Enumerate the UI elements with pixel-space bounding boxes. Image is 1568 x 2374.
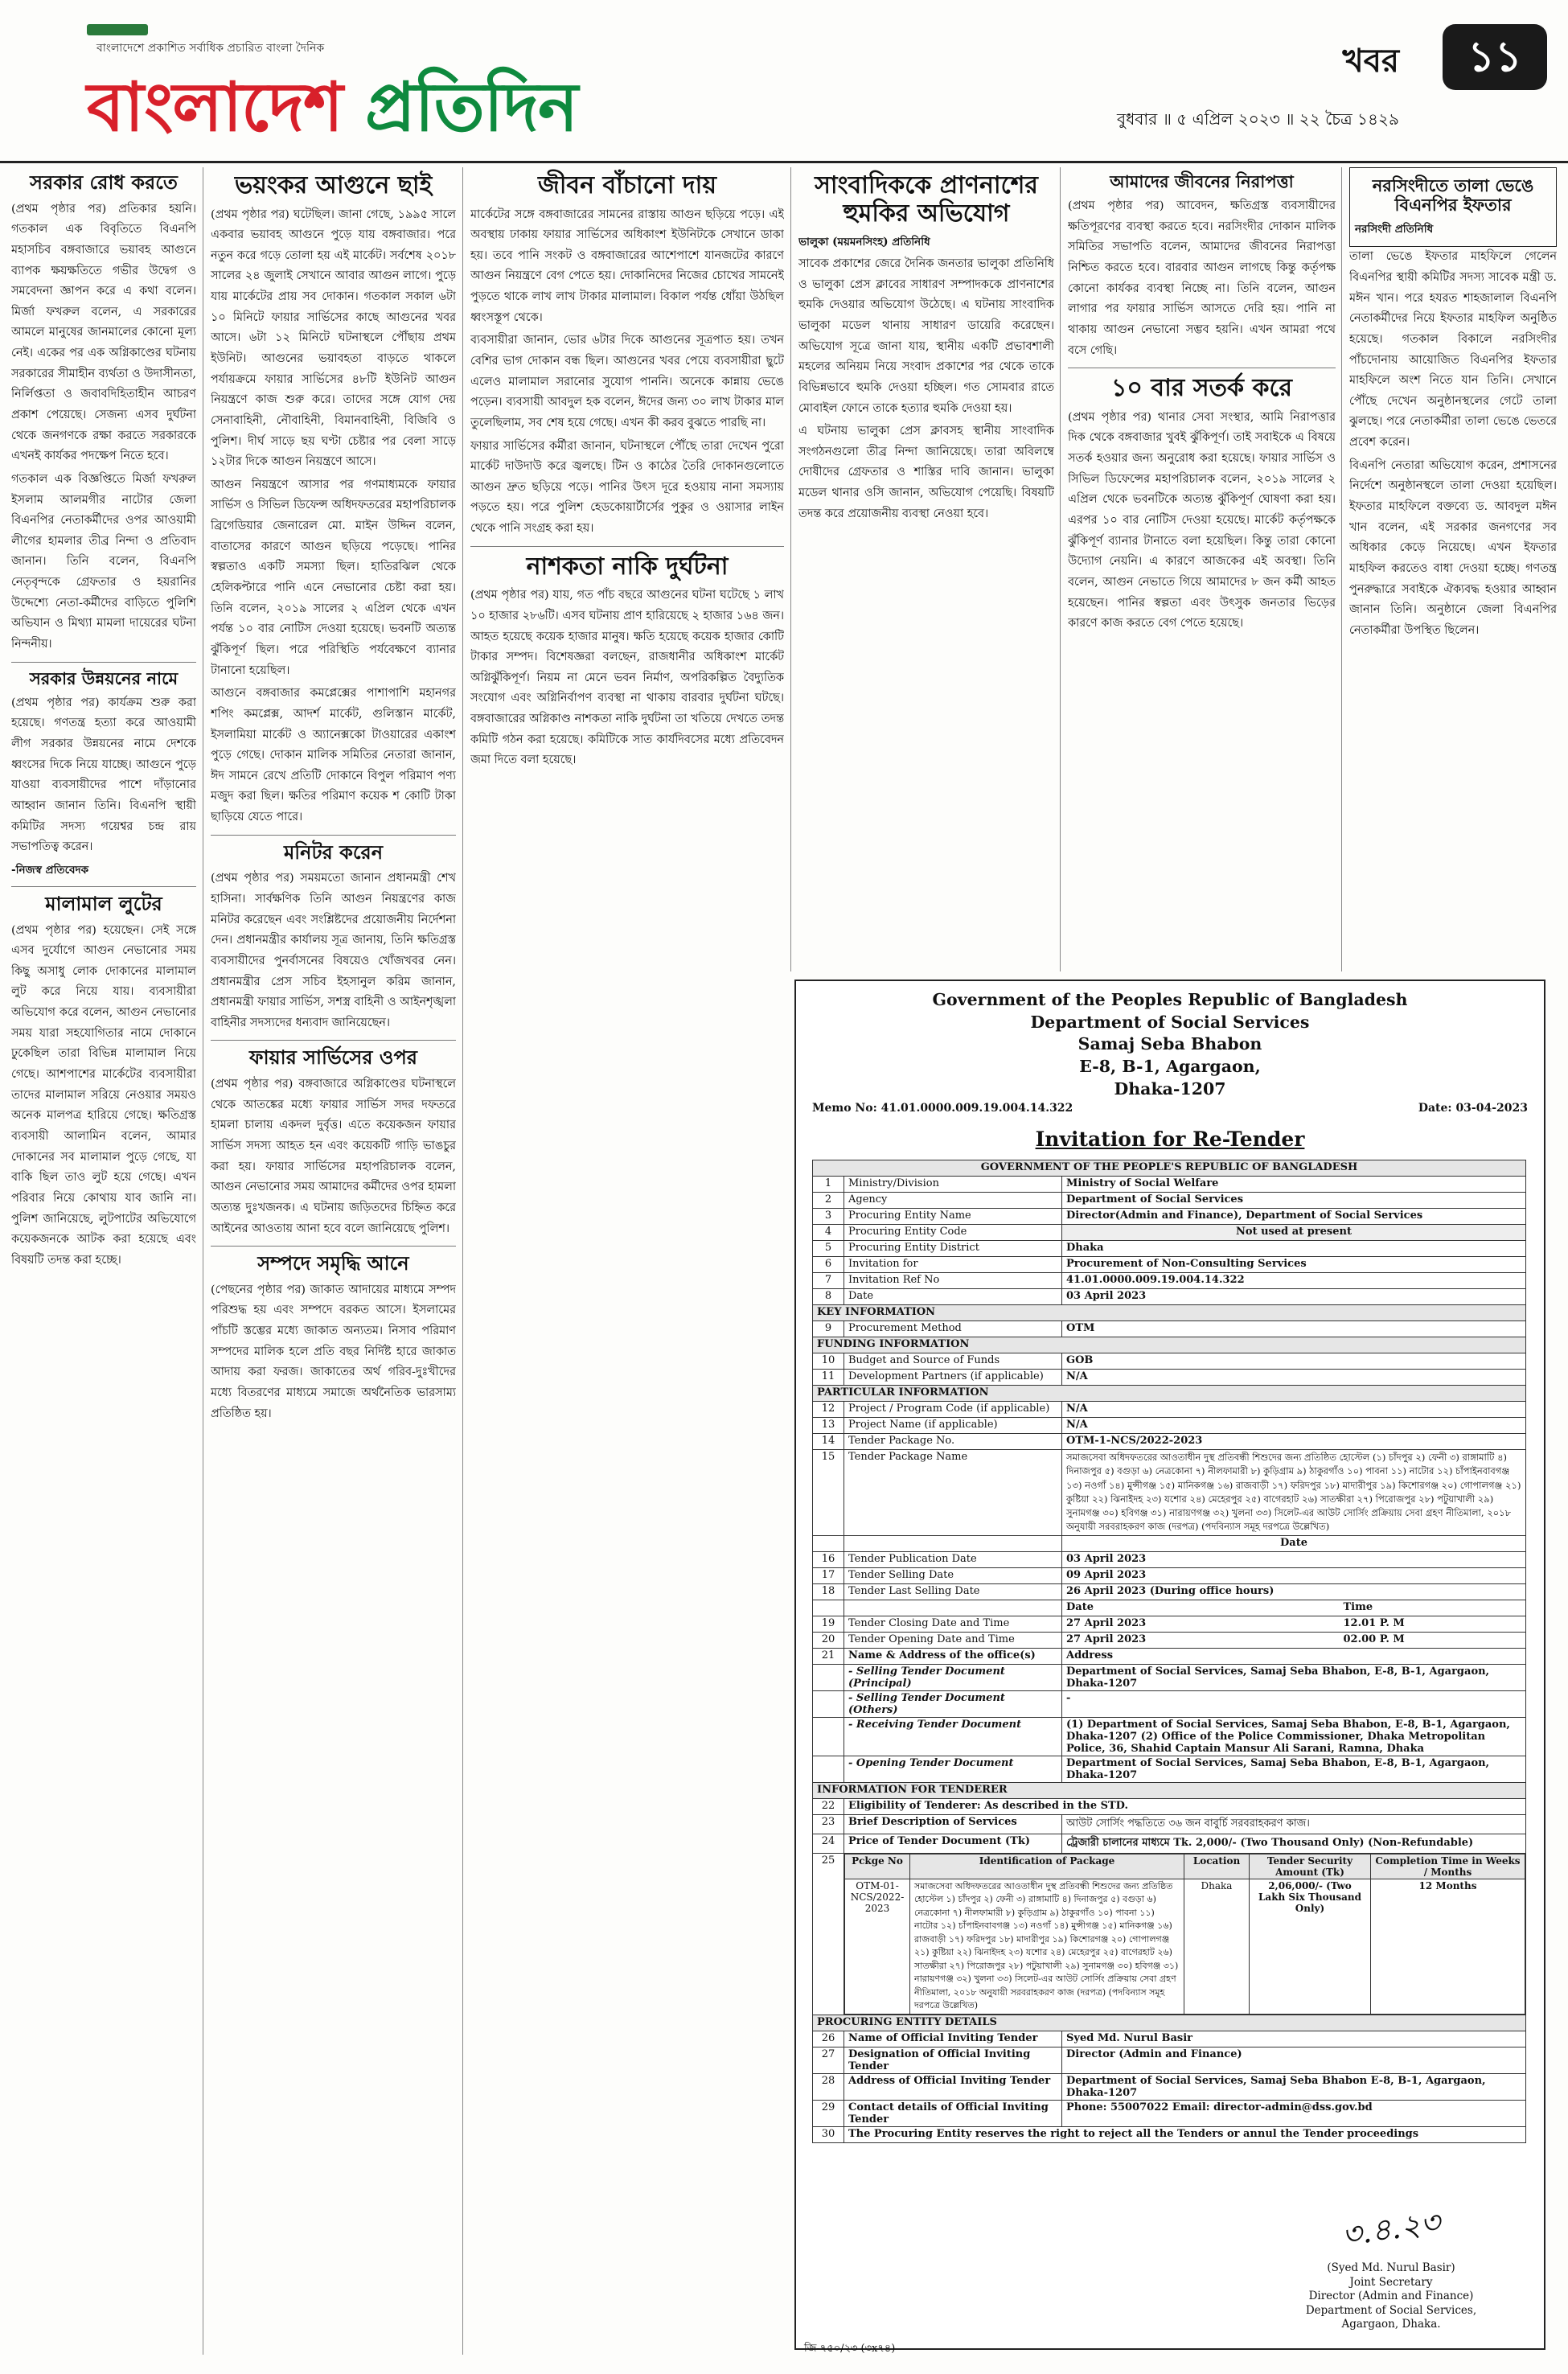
table-row: 16 Tender Publication Date 03 April 2023 xyxy=(813,1551,1526,1567)
table-row: 30 The Procuring Entity reserves the right to reject all the Tenders or annul the Tender proceedings xyxy=(813,2126,1526,2142)
headline-fire-service[interactable]: ফায়ার সার্ভিসের ওপর xyxy=(249,1046,417,1070)
masthead xyxy=(0,0,1568,163)
tender-title: Invitation for Re-Tender xyxy=(1035,1127,1305,1151)
headline-10-bar[interactable]: ১০ বার সতর্ক করে xyxy=(1110,374,1293,403)
logo-green-part: প্রতিদিন xyxy=(365,68,578,146)
page-number-badge: ১১ xyxy=(1443,24,1547,90)
divider xyxy=(211,1040,456,1041)
article-body: (প্রথম পৃষ্ঠার পর) বঙ্গবাজারে অগ্নিকাণ্ডের ঘটনাস্থলে থেকে আতঙ্কের মধ্যে ফায়ার সার্ভিস সদর দফতরে হামলা চালায় একদল দুর্বৃত্ত। এতে কয়েকজন ফায়ার সার্ভিস সদস্য আহত হন এবং কয়েকটি গাড়ি ভাঙচুর করা হয়। ফায়ার সার্ভিসের মহাপরিচালক বলেন, আগুন নেভানোর সময় আমাদের কর্মীদের ওপর হামলা অত্যন্ত দুঃখজনক। এ ঘটনায় জড়িতদের চিহ্নিত করে আইনের আওতায় আনা হবে বলে জানিয়েছে পুলিশ। xyxy=(211,1078,456,1235)
table-row: 6 Invitation for Procurement of Non-Consulting Services xyxy=(813,1257,1526,1273)
article-body: আগুন নিয়ন্ত্রণে আসার পর গণমাধ্যমকে ফায়ার সার্ভিস ও সিভিল ডিফেন্স অধিদফতরের মহাপরিচালক ব্রিগেডিয়ার জেনারেল মো. মাইন উদ্দিন বলেন, বাতাসের কারণে আগুন ছড়িয়ে পড়েছে। পানির স্বল্পতাও একটি সমস্যা ছিল। হাতিরঝিল থেকে হেলিকপ্টারে পানি এনে নেভানোর চেষ্টা করা হয়। তিনি বলেন, ২০১৯ সালের ২ এপ্রিল থেকে এখন পর্যন্ত ১০ বার নোটিস দেওয়া হয়েছে। ভবনটি অত্যন্ত ঝুঁকিপূর্ণ ছিল। পরে পরিস্থিতি পর্যবেক্ষণে ব্যানার টানানো হয়েছিল। xyxy=(211,478,456,677)
signatory-line: Department of Social Services, xyxy=(1305,2303,1477,2317)
article-body: আগুনে বঙ্গবাজার কমপ্লেক্সের পাশাপাশি মহানগর শপিং কমপ্লেক্স, আদর্শ মার্কেট, গুলিস্তান মার্কেট, ইসলামিয়া মার্কেট ও অ্যানেক্সকো টাওয়ারের একাংশ পুড়ে গেছে। দোকান মালিক সমিতির নেতারা জানান, ঈদ সামনে রেখে প্রতিটি দোকানে বিপুল পরিমাণ পণ্য মজুদ করা ছিল। ক্ষতির পরিমাণ কয়েক শ কোটি টাকা ছাড়িয়ে যেতে পারে। xyxy=(211,687,456,824)
logo-badge xyxy=(87,24,148,35)
article-body: এ ঘটনায় ভালুকা প্রেস ক্লাবসহ স্থানীয় সাংবাদিক সংগঠনগুলো তীব্র নিন্দা জানিয়েছে। তারা অবিলম্বে দোষীদের গ্রেফতার ও শাস্তির দাবি জানান। ভালুকা মডেল থানার ওসি জানান, অভিযোগ পেয়েছি। বিষয়টি তদন্ত করে প্রয়োজনীয় ব্যবস্থা নেওয়া হবে। xyxy=(798,425,1054,520)
table-row: 7 Invitation Ref No 41.01.0000.009.19.004.14.322 xyxy=(813,1273,1526,1289)
tender-header-line: Samaj Seba Bhabon xyxy=(1077,1034,1262,1054)
article-column-3 xyxy=(470,167,784,2359)
article-body: ব্যবসায়ীরা জানান, ভোর ৬টার দিকে আগুনের সূত্রপাত হয়। তখন বেশির ভাগ দোকান বন্ধ ছিল। আগুনের খবর পেয়ে ব্যবসায়ীরা ছুটে এলেও মালামাল সরানোর সুযোগ পাননি। অনেকে কান্নায় ভেঙে পড়েন। ব্যবসায়ী আবদুল হক বলেন, ঈদের জন্য ৩০ লাখ টাকার মাল তুলেছিলাম, সব শেষ হয়ে গেছে। এখন কী করব বুঝতে পারছি না। xyxy=(470,334,784,429)
article-body: তালা ভেঙে ইফতার মাহফিলে গেলেন বিএনপির স্থায়ী কমিটির সদস্য সাবেক মন্ত্রী ড. মঈন খান। পরে হযরত শাহজালাল বিএনপি নেতাকর্মীদের নিয়ে ইফতার মাহফিল অনুষ্ঠিত হয়েছে। গতকাল বিকালে নরসিংদীর পাঁচদোনায় আয়োজিত বিএনপির ইফতার মাহফিলে অংশ নিতে যান তিনি। সেখানে পৌঁছে দেখেন অনুষ্ঠানস্থলের গেটে তালা ঝুলছে। পরে নেতাকর্মীরা তালা ভেঙে ভেতরে প্রবেশ করেন। xyxy=(1349,250,1557,450)
memo-date: Date: 03-04-2023 xyxy=(1418,1102,1528,1115)
table-section-header: KEY INFORMATION xyxy=(813,1305,1526,1321)
column-rule xyxy=(462,167,463,2355)
headline-sampade[interactable]: সম্পদে সমৃদ্ধি আনে xyxy=(257,1252,409,1275)
table-section-header: GOVERNMENT OF THE PEOPLE'S REPUBLIC OF BANGLADESH xyxy=(813,1160,1526,1177)
table-row: 3 Procuring Entity Name Director(Admin and Finance), Department of Social Services xyxy=(813,1209,1526,1225)
headline-jibon[interactable]: জীবন বাঁচানো দায় xyxy=(538,171,716,199)
table-row: 29 Contact details of Official Inviting Tender Phone: 55007022 Email: director-admin@dss.gov.bd xyxy=(813,2100,1526,2126)
table-row: - Selling Tender Document (Principal) Department of Social Services, Samaj Seba Bhabon, E-8, B-1, Agargaon, Dhaka-1207 xyxy=(813,1664,1526,1690)
table-row: 18 Tender Last Selling Date 26 April 2023 (During office hours) xyxy=(813,1583,1526,1600)
headline-unnayan[interactable]: সরকার উন্নয়নের নামে xyxy=(29,668,179,688)
divider xyxy=(11,886,196,887)
divider xyxy=(211,1246,456,1247)
article-body: সাবেক প্রকাশের জেরে দৈনিক জনতার ভালুকা প্রতিনিধি ও ভালুকা প্রেস ক্লাবের সাধারণ সম্পাদককে প্রাণনাশের হুমকি দেওয়ার অভিযোগ উঠেছে। এ ঘটনায় সাংবাদিক ভালুকা মডেল থানায় সাধারণ ডায়েরি করেছেন। অভিযোগ সূত্রে জানা যায়, স্থানীয় একটি প্রভাবশালী মহলের অনিয়ম নিয়ে সংবাদ প্রকাশের পর থেকে তাকে বিভিন্নভাবে হুমকি দেওয়া হচ্ছিল। গত সোমবার রাতে মোবাইল ফোনে তাকে হত্যার হুমকি দেওয়া হয়। xyxy=(798,257,1054,415)
memo-number: Memo No: 41.01.0000.009.19.004.14.322 xyxy=(812,1102,1073,1115)
table-row: Date xyxy=(813,1535,1526,1551)
article-column-5 xyxy=(1068,167,1336,971)
closing-date: 27 April 2023 xyxy=(1066,1616,1147,1629)
article-signoff: -নিজস্ব প্রতিবেদক xyxy=(11,863,89,877)
table-row: 1 Ministry/Division Ministry of Social Welfare xyxy=(813,1177,1526,1193)
table-row: 14 Tender Package No. OTM-1-NCS/2022-2023 xyxy=(813,1434,1526,1450)
signatory-line: Director (Admin and Finance) xyxy=(1308,2290,1474,2303)
article-body: (প্রথম পৃষ্ঠার পর) আবেদন, ক্ষতিগ্রস্ত ব্যবসায়ীদের ক্ষতিপূরণের ব্যবস্থা করতে হবে। নরসিংদীর দোকান মালিক সমিতির সভাপতি বলেন, আমাদের জীবনের নিরাপত্তা নিশ্চিত করতে হবে। বারবার আগুন লাগছে কিন্তু কর্তৃপক্ষ কোনো কার্যকর ব্যবস্থা নিচ্ছে না। তিনি বলেন, আগুন লাগার পর ফায়ার সার্ভিস আসতে দেরি হয়। পানি না থাকায় আগুন নেভানো সম্ভব হয়নি। এখন আমরা পথে বসে গেছি। xyxy=(1068,199,1336,357)
tender-header-line: Dhaka-1207 xyxy=(1114,1078,1226,1099)
table-section-header: INFORMATION FOR TENDERER xyxy=(813,1782,1526,1798)
divider xyxy=(11,662,196,663)
headline-bhoyonkor[interactable]: ভয়ংকর আগুনে ছাই xyxy=(234,171,433,199)
signature-block xyxy=(1262,2204,1520,2332)
dateline: বুধবার ॥ ৫ এপ্রিল ২০২৩ ॥ ২২ চৈত্র ১৪২৯ xyxy=(1116,109,1399,129)
table-row: 19 Tender Closing Date and Time 27 April 2023 12.01 P. M xyxy=(813,1616,1526,1632)
table-row: - Receiving Tender Document (1) Department of Social Services, Samaj Seba Bhabon, E-8, B-1, Agargaon, Dhaka-1207 (2) Office of the Police Commissioner, Dhaka Metropolitan Police, 36, Shahid Captain Mansur Ali Sarani, Ramna, Dhaka xyxy=(813,1717,1526,1756)
table-row: 10 Budget and Source of Funds GOB xyxy=(813,1353,1526,1370)
table-row: 26 Name of Official Inviting Tender Syed Md. Nurul Basir xyxy=(813,2031,1526,2047)
signatory-name: (Syed Md. Nurul Basir) xyxy=(1327,2261,1455,2275)
article-body: (প্রথম পৃষ্ঠার পর) যায়, গত পাঁচ বছরে আগুনের ঘটনা ঘটেছে ১ লাখ ১০ হাজার ২৮৬টি। এসব ঘটনায় প্রাণ হারিয়েছে ২ হাজার ১৬৪ জন। আহত হয়েছে কয়েক হাজার মানুষ। ক্ষতি হয়েছে কয়েক হাজার কোটি টাকার সম্পদ। বিশেষজ্ঞরা বলছেন, রাজধানীর অধিকাংশ মার্কেট অগ্নিঝুঁকিপূর্ণ। নিয়ম না মেনে ভবন নির্মাণ, অপরিকল্পিত বৈদ্যুতিক সংযোগ এবং অগ্নিনির্বাপণ ব্যবস্থা না থাকায় বারবার দুর্ঘটনা ঘটছে। বঙ্গবাজারের অগ্নিকাণ্ড নাশকতা নাকি দুর্ঘটনা তা খতিয়ে দেখতে তদন্ত কমিটি গঠন করা হয়েছে। কমিটিকে সাত কার্যদিবসের মধ্যে প্রতিবেদন জমা দিতে বলা হয়েছে। xyxy=(470,589,784,767)
tender-header-line: Government of the Peoples Republic of Bangladesh xyxy=(932,990,1408,1009)
article-body: (প্রথম পৃষ্ঠার পর) থানার সেবা সংস্থার, আমি নিরাপত্তার দিক থেকে বঙ্গবাজার খুবই ঝুঁকিপূর্ণ। তাই সবাইকে এ বিষয়ে সতর্ক হওয়ার জন্য অনুরোধ করা হয়েছে। ফায়ার সার্ভিস ও সিভিল ডিফেন্সের মহাপরিচালক বলেন, ২০১৯ সালের ২ এপ্রিল থেকে ভবনটিকে অত্যন্ত ঝুঁকিপূর্ণ ঘোষণা করা হয়। এরপর ১০ বার নোটিস দেওয়া হয়েছে। মার্কেট কর্তৃপক্ষকে ঝুঁকিপূর্ণ ব্যানার টানাতে বলা হয়েছিল। কিন্তু তারা কোনো উদ্যোগ নেয়নি। এ কারণে আজকের এই অবস্থা। তিনি বলেন, আগুন নেভাতে গিয়ে আমাদের ৮ জন কর্মী আহত হয়েছেন। পানির স্বল্পতা এবং উৎসুক জনতার ভিড়ের কারণে কাজ করতে বেগ পেতে হয়েছে। xyxy=(1068,410,1336,630)
time-header: Time xyxy=(1343,1600,1373,1613)
headline-box xyxy=(1349,167,1557,247)
table-row: 9 Procurement Method OTM xyxy=(813,1321,1526,1337)
column-rule xyxy=(1341,167,1342,971)
memo-line xyxy=(812,1102,1528,1115)
article-body: (প্রথম পৃষ্ঠার পর) ঘটেছিল। জানা গেছে, ১৯৯৫ সালে একবার ভয়াবহ আগুনে পুড়ে যায় বঙ্গবাজার। পরে নতুন করে গড়ে তোলা হয় এই মার্কেট। সর্বশেষ ২০১৮ সালের ২৪ জুলাই সেখানে আবার আগুন লাগে। পুড়ে যায় মার্কেটের প্রায় সব দোকান। গতকাল সকাল ৬টা ১০ মিনিটে ফায়ার সার্ভিসের কাছে আগুনের খবর আসে। ৬টা ১২ মিনিটে ঘটনাস্থলে পৌঁছায় প্রথম ইউনিট। আগুনের ভয়াবহতা বাড়তে থাকলে পর্যায়ক্রমে ফায়ার সার্ভিসের ৪৮টি ইউনিট আগুন নিয়ন্ত্রণে কাজ শুরু করে। তাদের সঙ্গে যোগ দেয় সেনাবাহিনী, নৌবাহিনী, বিমানবাহিনী, বিজিবি ও পুলিশ। দীর্ঘ সাড়ে ছয় ঘণ্টা চেষ্টার পর বেলা সাড়ে ১২টার দিকে আগুন নিয়ন্ত্রণে আসে। xyxy=(211,207,456,469)
signatory-line: Agargaon, Dhaka. xyxy=(1341,2318,1441,2331)
article-column-1 xyxy=(11,167,196,2359)
headline-nashkota[interactable]: নাশকতা নাকি দুর্ঘটনা xyxy=(526,552,729,581)
table-row: 17 Tender Selling Date 09 April 2023 xyxy=(813,1567,1526,1583)
article-body: (প্রথম পৃষ্ঠার পর) হয়েছেন। সেই সঙ্গে এসব দুর্যোগে আগুন নেভানোর সময় কিছু অসাধু লোক দোকানের মালামাল লুট করে নিয়ে যায়। ব্যবসায়ীরা অভিযোগ করে বলেন, আগুন নেভানোর সময় যারা সহযোগিতার নামে দোকানে ঢুকেছিল তারা বিভিন্ন মালামাল নিয়ে গেছে। আশপাশের মার্কেটের ব্যবসায়ীরা তাদের মালামাল সরিয়ে নেওয়ার সময়ও অনেক মালপত্র হারিয়ে গেছে। ক্ষতিগ্রস্ত ব্যবসায়ী আলামিন বলেন, আমার দোকানের সব মালামাল পুড়ে গেছে, যা বাকি ছিল তাও লুট হয়ে গেছে। এখন পরিবার নিয়ে কোথায় যাব জানি না। পুলিশ জানিয়েছে, লুটপাটের অভিযোগে কয়েকজনকে আটক করা হয়েছে এবং বিষয়টি তদন্ত করা হচ্ছে। xyxy=(11,923,196,1267)
tender-notice xyxy=(794,980,1545,2350)
table-row: 5 Procuring Entity District Dhaka xyxy=(813,1241,1526,1257)
article-body: (পেছনের পৃষ্ঠার পর) জাকাত আদায়ের মাধ্যমে সম্পদ পরিশুদ্ধ হয় এবং সম্পদে বরকত আসে। ইসলামের পাঁচটি স্তম্ভের মধ্যে জাকাত অন্যতম। নিসাব পরিমাণ সম্পদের মালিক হলে প্রতি বছর নির্দিষ্ট হারে জাকাত আদায় করা ফরজ। জাকাতের অর্থ গরিব-দুঃখীদের মধ্যে বিতরণের মাধ্যমে সমাজে অর্থনৈতিক ভারসাম্য প্রতিষ্ঠিত হয়। xyxy=(211,1283,456,1420)
table-row: 8 Date 03 April 2023 xyxy=(813,1289,1526,1305)
article-byline: নরসিংদী প্রতিনিধি xyxy=(1355,223,1434,236)
column-rule xyxy=(790,167,791,971)
article-body: ফায়ার সার্ভিসের কর্মীরা জানান, ঘটনাস্থলে পৌঁছে তারা দেখেন পুরো মার্কেট দাউদাউ করে জ্বলছে। টিন ও কাঠের তৈরি দোকানগুলোতে আগুন দ্রুত ছড়িয়ে পড়ে। পানির উৎস দূরে হওয়ায় নানা সমস্যায় পড়তে হয়। পরে পুলিশ হেডকোয়ার্টার্সের পুকুর ও ওয়াসার লাইন থেকে পানি সংগ্রহ করা হয়। xyxy=(470,439,784,536)
table-section-header: FUNDING INFORMATION xyxy=(813,1337,1526,1353)
table-row: 25 Pckge No Identification of Package Location Tender Security Amount (Tk) Completion Time in Weeks / Months OTM-01-NCS/2022-2023 সমাজসেবা অধিদফতরের আওতাধীন দুস্থ প্রতিবন্ধী শিশুদের জন্য প্রতিষ্ঠিত হোস্টেল ১) চাঁদপুর ২) ফেনী ৩) রাঙ্গামাটি ৪) দিনাজপুর ৫) বগুড়া ৬) নেত্রকোনা ৭) নীলফামারী ৮) কুড়িগ্রাম ৯) ঠাকুরগাঁও ১০) পাবনা ১১) নাটোর ১২) চাঁপাইনবাবগঞ্জ ১৩) নওগাঁ ১৪) মুন্সীগঞ্জ ১৫) মানিকগঞ্জ ১৬) রাজবাড়ী ১৭) ফরিদপুর ১৮) মাদারীপুর ১৯) কিশোরগঞ্জ ২০) গোপালগঞ্জ ২১) কুষ্টিয়া ২২) ঝিনাইদহ ২৩) যশোর ২৪) মেহেরপুর ২৫) বাগেরহাট ২৬) সাতক্ষীরা ২৭) পিরোজপুর ২৮) পটুয়াখালী ২৯) সুনামগঞ্জ ৩০) হবিগঞ্জ ৩১) নারায়ণগঞ্জ ৩২) খুলনা ৩৩) সিলেট-এর আউট সোর্সিং প্রক্রিয়ায় সেবা গ্রহণ নীতিমালা, ২০১৮ অনুযায়ী সরবরাহকরণ কাজ (দরপত্র) (পদবিন্যাস সমূহ দরপত্রে উল্লেখিত) Dhaka 2,06,000/- (Two Lakh Six Thousand Only) 12 Months xyxy=(813,1853,1526,2015)
date-header: Date xyxy=(1066,1600,1094,1613)
table-row: 20 Tender Opening Date and Time 27 April 2023 02.00 P. M xyxy=(813,1632,1526,1648)
package-table: Pckge No Identification of Package Location Tender Security Amount (Tk) Completion Time in Weeks / Months OTM-01-NCS/2022-2023 সমাজসেবা অধিদফতরের আওতাধীন দুস্থ প্রতিবন্ধী শিশুদের জন্য প্রতিষ্ঠিত হোস্টেল ১) চাঁদপুর ২) ফেনী ৩) রাঙ্গামাটি ৪) দিনাজপুর ৫) বগুড়া ৬) নেত্রকোনা ৭) নীলফামারী ৮) কুড়িগ্রাম ৯) ঠাকুরগাঁও ১০) পাবনা ১১) নাটোর ১২) চাঁপাইনবাবগঞ্জ ১৩) নওগাঁ ১৪) মুন্সীগঞ্জ ১৫) মানিকগঞ্জ ১৬) রাজবাড়ী ১৭) ফরিদপুর ১৮) মাদারীপুর ১৯) কিশোরগঞ্জ ২০) গোপালগঞ্জ ২১) কুষ্টিয়া ২২) ঝিনাইদহ ২৩) যশোর ২৪) মেহেরপুর ২৫) বাগেরহাট ২৬) সাতক্ষীরা ২৭) পিরোজপুর ২৮) পটুয়াখালী ২৯) সুনামগঞ্জ ৩০) হবিগঞ্জ ৩১) নারায়ণগঞ্জ ৩২) খুলনা ৩৩) সিলেট-এর আউট সোর্সিং প্রক্রিয়ায় সেবা গ্রহণ নীতিমালা, ২০১৮ অনুযায়ী সরবরাহকরণ কাজ (দরপত্র) (পদবিন্যাস সমূহ দরপত্রে উল্লেখিত) Dhaka 2,06,000/- (Two Lakh Six Thousand Only) 12 Months xyxy=(844,1854,1525,2015)
table-section-header: PROCURING ENTITY DETAILS xyxy=(813,2015,1526,2031)
tender-header-line: Department of Social Services xyxy=(1030,1012,1310,1032)
headline-nirapotta[interactable]: আমাদের জীবনের নিরাপত্তা xyxy=(1110,172,1294,191)
divider xyxy=(470,546,784,547)
headline-malamal[interactable]: মালামাল লুটের xyxy=(45,892,162,915)
headline-monitor[interactable]: মনিটর করেন xyxy=(283,840,384,864)
table-row: 15 Tender Package Name সমাজসেবা অধিদফতরের আওতাধীন দুস্থ প্রতিবন্ধী শিশুদের জন্য প্রতিষ্ঠিত হোস্টেল (১) চাঁদপুর ২) ফেনী ৩) রাঙ্গামাটি ৪) দিনাজপুর ৫) বগুড়া ৬) নেত্রকোনা ৭) নীলফামারী ৮) কুড়িগ্রাম ৯) ঠাকুরগাঁও ১০) পাবনা ১১) নাটোর ১২) চাঁপাইনবাবগঞ্জ ১৩) নওগাঁ ১৪) মুন্সীগঞ্জ ১৫) মানিকগঞ্জ ১৬) রাজবাড়ী ১৭) ফরিদপুর ১৮) মাদারীপুর ১৯) কিশোরগঞ্জ ২০) গোপালগঞ্জ ২১) কুষ্টিয়া ২২) ঝিনাইদহ ২৩) যশোর ২৪) মেহেরপুর ২৫) বাগেরহাট ২৬) সাতক্ষীরা ২৭) পিরোজপুর ২৮) পটুয়াখালী ২৯) সুনামগঞ্জ ৩০) হবিগঞ্জ ৩১) নারায়ণগঞ্জ ৩২) খুলনা ৩৩) সিলেট-এর আউট সোর্সিং প্রক্রিয়ায় সেবা গ্রহণ নীতিমালা, ২০১৮ অনুযায়ী সরবরাহকরণ কাজ (দরপত্র) (পদবিন্যাস সমূহ দরপত্রে উল্লেখিত) xyxy=(813,1450,1526,1536)
ad-reference: জি-৭৫০/২৩ (৩x৭৪) xyxy=(804,2343,896,2355)
table-row: 23 Brief Description of Services আউট সোর্সিং পদ্ধতিতে ৩৬ জন বাবুর্চি সরবরাহকরণ কাজ। xyxy=(813,1814,1526,1834)
tender-header-line: E-8, B-1, Agargaon, xyxy=(1079,1057,1261,1077)
opening-date: 27 April 2023 xyxy=(1066,1633,1147,1645)
article-body: মার্কেটের সঙ্গে বঙ্গবাজারের সামনের রাস্তায় আগুন ছড়িয়ে পড়ে। এই অবস্থায় ঢাকায় ফায়ার সার্ভিসের অধিকাংশ ইউনিটকে সেখানে ডাকা হয়। তবে পানি সংকট ও বঙ্গবাজারের আশেপাশে যানজটের কারণে আগুন নিয়ন্ত্রণে বেগ পেতে হয়। দোকানিদের নিজের চোখের সামনেই পুড়তে থাকে লাখ লাখ টাকার মালামাল। বিকাল পর্যন্ত ধোঁয়া উঠছিল ধ্বংসস্তূপ থেকে। xyxy=(470,207,784,324)
table-row: 28 Address of Official Inviting Tender Department of Social Services, Samaj Seba Bhabon E-8, B-1, Agargaon, Dhaka-1207 xyxy=(813,2073,1526,2100)
table-row: 27 Designation of Official Inviting Tender Director (Admin and Finance) xyxy=(813,2047,1526,2073)
table-row: 4 Procuring Entity Code Not used at present xyxy=(813,1225,1526,1241)
table-row: 13 Project Name (if applicable) N/A xyxy=(813,1418,1526,1434)
newspaper-logo[interactable] xyxy=(87,55,577,168)
opening-time: 02.00 P. M xyxy=(1343,1633,1405,1645)
article-column-2 xyxy=(211,167,456,2359)
masthead-tagline: বাংলাদেশে প্রকাশিত সর্বাধিক প্রচারিত বাংলা দৈনিক xyxy=(96,42,325,55)
table-row: - Opening Tender Document Department of Social Services, Samaj Seba Bhabon, E-8, B-1, Agargaon, Dhaka-1207 xyxy=(813,1756,1526,1782)
tender-header xyxy=(796,981,1544,1100)
tender-table xyxy=(812,1160,1526,2143)
handwritten-signature: ৩.৪.২৩ xyxy=(1339,2204,1443,2253)
table-row: 11 Development Partners (if applicable) N/A xyxy=(813,1370,1526,1386)
table-row: - Selling Tender Document (Others) - xyxy=(813,1690,1526,1717)
article-body: (প্রথম পৃষ্ঠার পর) প্রতিকার হয়নি। গতকাল এক বিবৃতিতে বিএনপি মহাসচিব বঙ্গবাজারে ভয়াবহ আগুনে ব্যাপক ক্ষয়ক্ষতিতে গভীর উদ্বেগ ও সমবেদনা জ্ঞাপন করে এ কথা বলেন। মির্জা ফখরুল বলেন, এ সরকারের আমলে মানুষের জানমালের কোনো মূল্য নেই। একের পর এক অগ্নিকাণ্ডের ঘটনায় সরকারের সীমাহীন ব্যর্থতা ও উদাসীনতা, নির্লিপ্ততা ও জবাবদিহিতাহীন আচরণ প্রকাশ পেয়েছে। সেজন্য এসব দুর্ঘটনা থেকে জনগণকে রক্ষা করতে সরকারকে এখনই কার্যকর পদক্ষেপ নিতে হবে। xyxy=(11,202,196,463)
signatory-line: Joint Secretary xyxy=(1349,2275,1433,2289)
article-body: (প্রথম পৃষ্ঠার পর) সময়মতো জানান প্রধানমন্ত্রী শেখ হাসিনা। সার্বক্ষণিক তিনি আগুন নিয়ন্ত্রণের কাজ মনিটর করেছেন এবং সংশ্লিষ্টদের প্রয়োজনীয় নির্দেশনা দেন। প্রধানমন্ত্রীর কার্যালয় সূত্র জানায়, তিনি ক্ষতিগ্রস্ত ব্যবসায়ীদের পুনর্বাসনের বিষয়েও খোঁজখবর নেন। প্রধানমন্ত্রীর প্রেস সচিব ইহসানুল করিম জানান, প্রধানমন্ত্রী ফায়ার সার্ভিস, সশস্ত্র বাহিনী ও আইনশৃঙ্খলা বাহিনীর সদস্যদের ধন্যবাদ জানিয়েছেন। xyxy=(211,872,456,1029)
article-body: (প্রথম পৃষ্ঠার পর) কার্যক্রম শুরু করা হয়েছে। গণতন্ত্র হত্যা করে আওয়ামী লীগ সরকার উন্নয়নের নামে দেশকে ধ্বংসের দিকে নিয়ে যাচ্ছে। আগুনে পুড়ে যাওয়া ব্যবসায়ীদের পাশে দাঁড়ানোর আহ্বান জানান তিনি। বিএনপি স্থায়ী কমিটির সদস্য গয়েশ্বর চন্দ্র রায় সভাপতিত্ব করেন। xyxy=(11,696,196,854)
table-row: 24 Price of Tender Document (Tk) ট্রেজারী চালানের মাধ্যমে Tk. 2,000/- (Two Thousand Only) (Non-Refundable) xyxy=(813,1834,1526,1853)
column-rule xyxy=(1060,167,1061,971)
package-cell xyxy=(844,1853,1526,2015)
table-row: 21 Name & Address of the office(s) Address xyxy=(813,1648,1526,1664)
article-column-4 xyxy=(798,167,1054,971)
article-byline: ভালুকা (ময়মনসিংহ) প্রতিনিধি xyxy=(798,236,930,248)
divider xyxy=(211,835,456,836)
table-row: 12 Project / Program Code (if applicable) N/A xyxy=(813,1402,1526,1418)
table-section-header: PARTICULAR INFORMATION xyxy=(813,1386,1526,1402)
table-row xyxy=(813,1600,1526,1616)
logo-red-part: বাংলাদেশ xyxy=(87,68,366,146)
closing-time: 12.01 P. M xyxy=(1343,1616,1405,1629)
section-label: খবর xyxy=(1342,43,1399,80)
headline-sangbadik[interactable]: সাংবাদিককে প্রাণনাশের হুমকির অভিযোগ xyxy=(815,171,1038,228)
article-column-6 xyxy=(1349,167,1557,971)
headline-narsingdi[interactable]: নরসিংদীতে তালা ভেঙে বিএনপির ইফতার xyxy=(1372,176,1534,216)
table-row: 2 Agency Department of Social Services xyxy=(813,1193,1526,1209)
table-row: 22 Eligibility of Tenderer: As described in the STD. xyxy=(813,1798,1526,1814)
article-body: গতকাল এক বিজ্ঞপ্তিতে মির্জা ফখরুল ইসলাম আলমগীর নাটোর জেলা বিএনপির নেতাকর্মীদের ওপর আওয়ামী লীগের হামলার তীব্র নিন্দা ও প্রতিবাদ জানান। তিনি বলেন, বিএনপি নেতৃবৃন্দকে গ্রেফতার ও হয়রানির উদ্দেশ্যে নেতা-কর্মীদের বাড়িতে পুলিশি অভিযান ও মিথ্যা মামলা দায়েরের ঘটনা নিন্দনীয়। xyxy=(11,472,196,651)
article-body: বিএনপি নেতারা অভিযোগ করেন, প্রশাসনের নির্দেশে অনুষ্ঠানস্থলে তালা দেওয়া হয়েছিল। ইফতার মাহফিলে বক্তব্যে ড. আবদুল মঈন খান বলেন, এই সরকার জনগণের সব অধিকার কেড়ে নিয়েছে। এখন ইফতার মাহফিল করতেও বাধা দেওয়া হচ্ছে। গণতন্ত্র পুনরুদ্ধারে সবাইকে ঐক্যবদ্ধ হওয়ার আহ্বান জানান তিনি। অনুষ্ঠানে জেলা বিএনপির নেতাকর্মীরা উপস্থিত ছিলেন। xyxy=(1349,458,1557,637)
headline-sarkar[interactable]: সরকার রোধ করতে xyxy=(30,171,178,194)
